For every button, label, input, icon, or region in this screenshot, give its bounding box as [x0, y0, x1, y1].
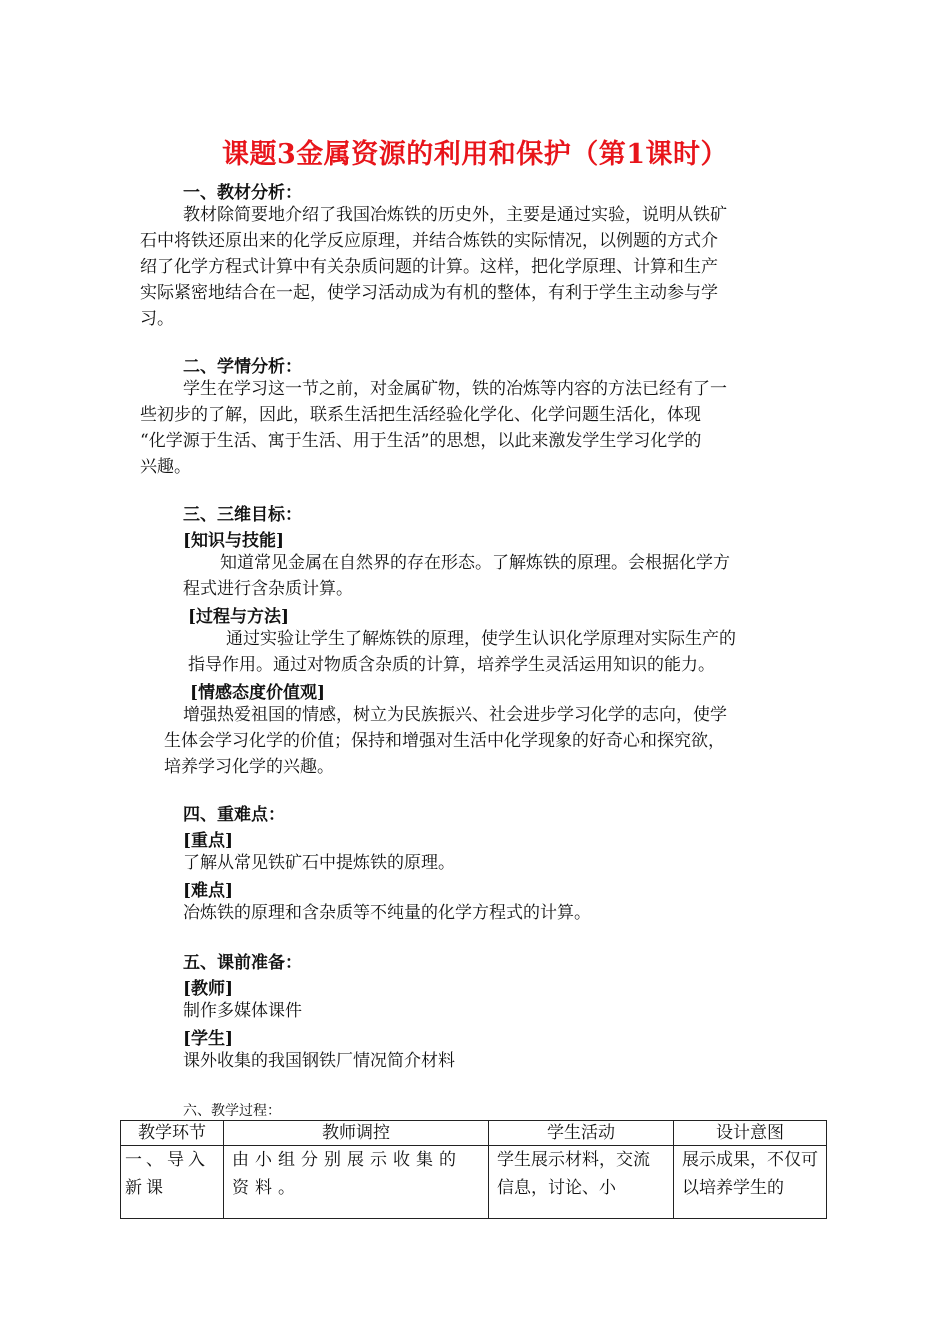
sub-heading: [过程与方法]: [188, 607, 290, 627]
section-heading: 六、教学过程：: [183, 1103, 281, 1119]
table-cell: 展示成果，不仅可以培养学生的: [674, 1146, 827, 1219]
table-row: [121, 1146, 827, 1219]
sub-heading: [知识与技能]: [183, 531, 285, 551]
section-heading: 二、学情分析：: [183, 357, 302, 377]
table-header-cell: 学生活动: [489, 1121, 674, 1146]
paragraph-line: 了解从常见铁矿石中提炼铁的原理。: [183, 853, 455, 873]
section-heading: 一、教材分析：: [183, 183, 302, 203]
table-cell: 由小组分别展示收集的资料。: [224, 1146, 489, 1219]
page-title: 课题3金属资源的利用和保护（第1课时）: [221, 139, 729, 170]
paragraph-line: 教材除简要地介绍了我国冶炼铁的历史外，主要是通过实验，说明从铁矿: [183, 205, 727, 225]
section-heading: 三、三维目标：: [183, 505, 302, 525]
sub-heading: [学生]: [183, 1029, 234, 1049]
paragraph-line: 生体会学习化学的价值；保持和增强对生活中化学现象的好奇心和探究欲，: [164, 731, 725, 751]
paragraph-line: 习。: [140, 309, 174, 329]
paragraph-line: 课外收集的我国钢铁厂情况简介材料: [183, 1051, 455, 1071]
paragraph-line: 培养学习化学的兴趣。: [164, 757, 334, 777]
sub-heading: [情感态度价值观]: [190, 683, 326, 703]
paragraph-line: 学生在学习这一节之前，对金属矿物，铁的冶炼等内容的方法已经有了一: [183, 379, 727, 399]
paragraph-line: 增强热爱祖国的情感，树立为民族振兴、社会进步学习化学的志向，使学: [183, 705, 727, 725]
table-header-cell: 设计意图: [674, 1121, 827, 1146]
paragraph-line: 程式进行含杂质计算。: [183, 579, 353, 599]
table-header-row: [121, 1121, 827, 1146]
paragraph-line: 制作多媒体课件: [183, 1001, 302, 1021]
paragraph-line: 绍了化学方程式计算中有关杂质问题的计算。这样，把化学原理、计算和生产: [140, 257, 718, 277]
paragraph-line: 冶炼铁的原理和含杂质等不纯量的化学方程式的计算。: [183, 903, 591, 923]
section-heading: 四、重难点：: [183, 805, 285, 825]
sub-heading: [难点]: [183, 881, 234, 901]
sub-heading: [教师]: [183, 979, 234, 999]
paragraph-line: 些初步的了解，因此，联系生活把生活经验化学化、化学问题生活化，体现: [140, 405, 701, 425]
paragraph-line: 指导作用。通过对物质含杂质的计算，培养学生灵活运用知识的能力。: [188, 655, 715, 675]
paragraph-line: 通过实验让学生了解炼铁的原理，使学生认识化学原理对实际生产的: [226, 629, 736, 649]
table-header-cell: 教师调控: [224, 1121, 489, 1146]
sub-heading: [重点]: [183, 831, 234, 851]
paragraph-line: 兴趣。: [140, 457, 191, 477]
table-header-cell: 教学环节: [121, 1121, 224, 1146]
teaching-process-table: [120, 1120, 827, 1219]
paragraph-line: 实际紧密地结合在一起，使学习活动成为有机的整体，有利于学生主动参与学: [140, 283, 718, 303]
section-heading: 五、课前准备：: [183, 953, 302, 973]
paragraph-line: “化学源于生活、寓于生活、用于生活”的思想，以此来激发学生学习化学的: [140, 431, 702, 451]
paragraph-line: 石中将铁还原出来的化学反应原理，并结合炼铁的实际情况，以例题的方式介: [140, 231, 718, 251]
table-cell: 学生展示材料，交流信息，讨论、小: [489, 1146, 674, 1219]
table-cell: 一、导入新课: [121, 1146, 224, 1219]
paragraph-line: 知道常见金属在自然界的存在形态。了解炼铁的原理。会根据化学方: [220, 553, 730, 573]
